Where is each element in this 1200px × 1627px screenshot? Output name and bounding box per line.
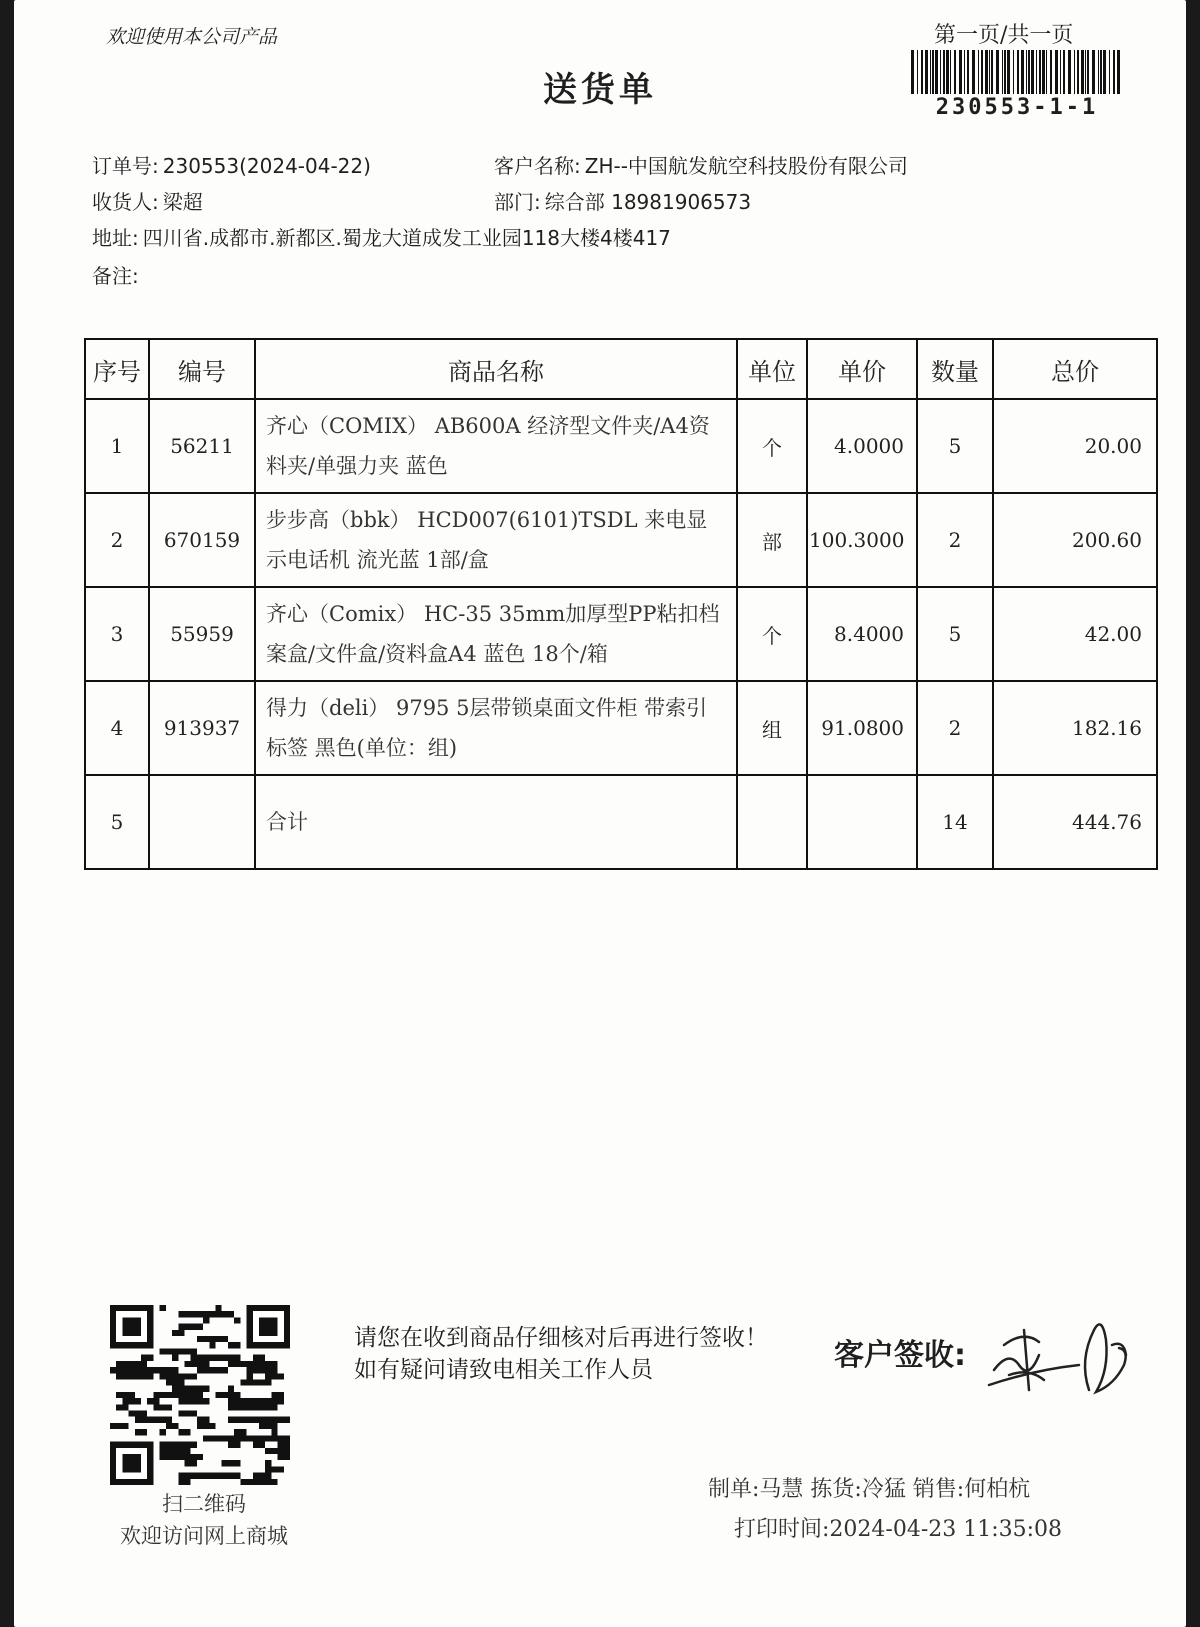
col-header: 单价 (807, 339, 917, 399)
table-row (85, 493, 1157, 587)
seq-cell: 5 (85, 775, 149, 869)
page-info: 第一页/共一页 (934, 23, 1074, 48)
barcode-image (909, 50, 1125, 94)
seq-cell: 2 (85, 493, 149, 587)
price-cell: 8.4000 (807, 587, 917, 681)
code-cell: 670159 (149, 493, 255, 587)
col-header: 数量 (917, 339, 993, 399)
staff-info: 制单:马慧 拣货:冷猛 销售:何柏杭 (708, 1477, 1031, 1502)
table-row (85, 399, 1157, 493)
customer-label: 客户名称: (494, 154, 581, 178)
name-cell: 得力（deli） 9795 5层带锁桌面文件柜 带索引标签 黑色(单位：组) (255, 681, 737, 775)
unit-cell: 组 (737, 681, 807, 775)
name-cell: 齐心（COMIX） AB600A 经济型文件夹/A4资料夹/单强力夹 蓝色 (255, 399, 737, 493)
barcode-number: 230553-1-1 (935, 95, 1099, 120)
address-label: 地址: (92, 226, 139, 250)
col-header: 总价 (993, 339, 1157, 399)
remark (92, 260, 143, 289)
qty-cell: 2 (917, 493, 993, 587)
qty-cell: 5 (917, 399, 993, 493)
code-cell: 55959 (149, 587, 255, 681)
qr-caption-scan: 扫二维码 (162, 1492, 246, 1516)
total-cell: 182.16 (993, 681, 1157, 775)
receiver-label: 收货人: (92, 190, 159, 214)
qty-total-cell: 14 (917, 775, 993, 869)
seq-cell: 4 (85, 681, 149, 775)
name-cell: 步步高（bbk） HCD007(6101)TSDL 来电显示电话机 流光蓝 1部/盒 (255, 493, 737, 587)
col-header: 商品名称 (255, 339, 737, 399)
seq-cell: 1 (85, 399, 149, 493)
document-title: 送货单 (543, 70, 657, 110)
col-header: 序号 (85, 339, 149, 399)
unit-cell: 部 (737, 493, 807, 587)
dept-value: 综合部 18981906573 (544, 190, 752, 214)
total-cell: 200.60 (993, 493, 1157, 587)
receiver-value: 梁超 (162, 190, 203, 214)
unit-cell (737, 775, 807, 869)
table-header-row (85, 339, 1157, 399)
delivery-note (14, 0, 1186, 1627)
qr-caption-shop: 欢迎访问网上商城 (120, 1524, 288, 1548)
customer-sign-label: 客户签收: (834, 1338, 966, 1373)
dept-label: 部门: (494, 190, 541, 214)
unit-cell: 个 (737, 587, 807, 681)
remark-label: 备注: (92, 264, 139, 288)
price-cell: 91.0800 (807, 681, 917, 775)
welcome-text: 欢迎使用本公司产品 (106, 26, 278, 48)
price-cell: 100.3000 (807, 493, 917, 587)
code-cell: 913937 (149, 681, 255, 775)
order-number (92, 150, 371, 179)
table-row (85, 587, 1157, 681)
qty-cell: 5 (917, 587, 993, 681)
receiver (92, 186, 203, 215)
grand-total-cell: 444.76 (993, 775, 1157, 869)
price-cell (807, 775, 917, 869)
address-value: 四川省.成都市.新都区.蜀龙大道成发工业园118大楼4楼417 (142, 226, 671, 250)
summary-label: 合计 (255, 775, 737, 869)
price-cell: 4.0000 (807, 399, 917, 493)
total-cell: 42.00 (993, 587, 1157, 681)
col-header: 单位 (737, 339, 807, 399)
code-cell (149, 775, 255, 869)
seq-cell: 3 (85, 587, 149, 681)
table-row (85, 681, 1157, 775)
unit-cell: 个 (737, 399, 807, 493)
code-cell: 56211 (149, 399, 255, 493)
summary-row (85, 775, 1157, 869)
customer-value: ZH--中国航发航空科技股份有限公司 (584, 154, 908, 178)
handwritten-signature (984, 1310, 1154, 1400)
total-cell: 20.00 (993, 399, 1157, 493)
col-header: 编号 (149, 339, 255, 399)
customer-name (494, 150, 908, 179)
print-time: 打印时间:2024-04-23 11:35:08 (734, 1517, 1063, 1542)
order-label: 订单号: (92, 154, 159, 178)
qr-code-image (110, 1305, 290, 1485)
order-value: 230553(2024-04-22) (162, 154, 371, 178)
qty-cell: 2 (917, 681, 993, 775)
notice-text: 请您在收到商品仔细核对后再进行签收！如有疑问请致电相关工作人员 (354, 1325, 768, 1383)
name-cell: 齐心（Comix） HC-35 35mm加厚型PP粘扣档案盒/文件盒/资料盒A4 蓝色 18个/箱 (255, 587, 737, 681)
address (92, 222, 671, 251)
items-table (84, 338, 1158, 870)
department (494, 186, 751, 215)
